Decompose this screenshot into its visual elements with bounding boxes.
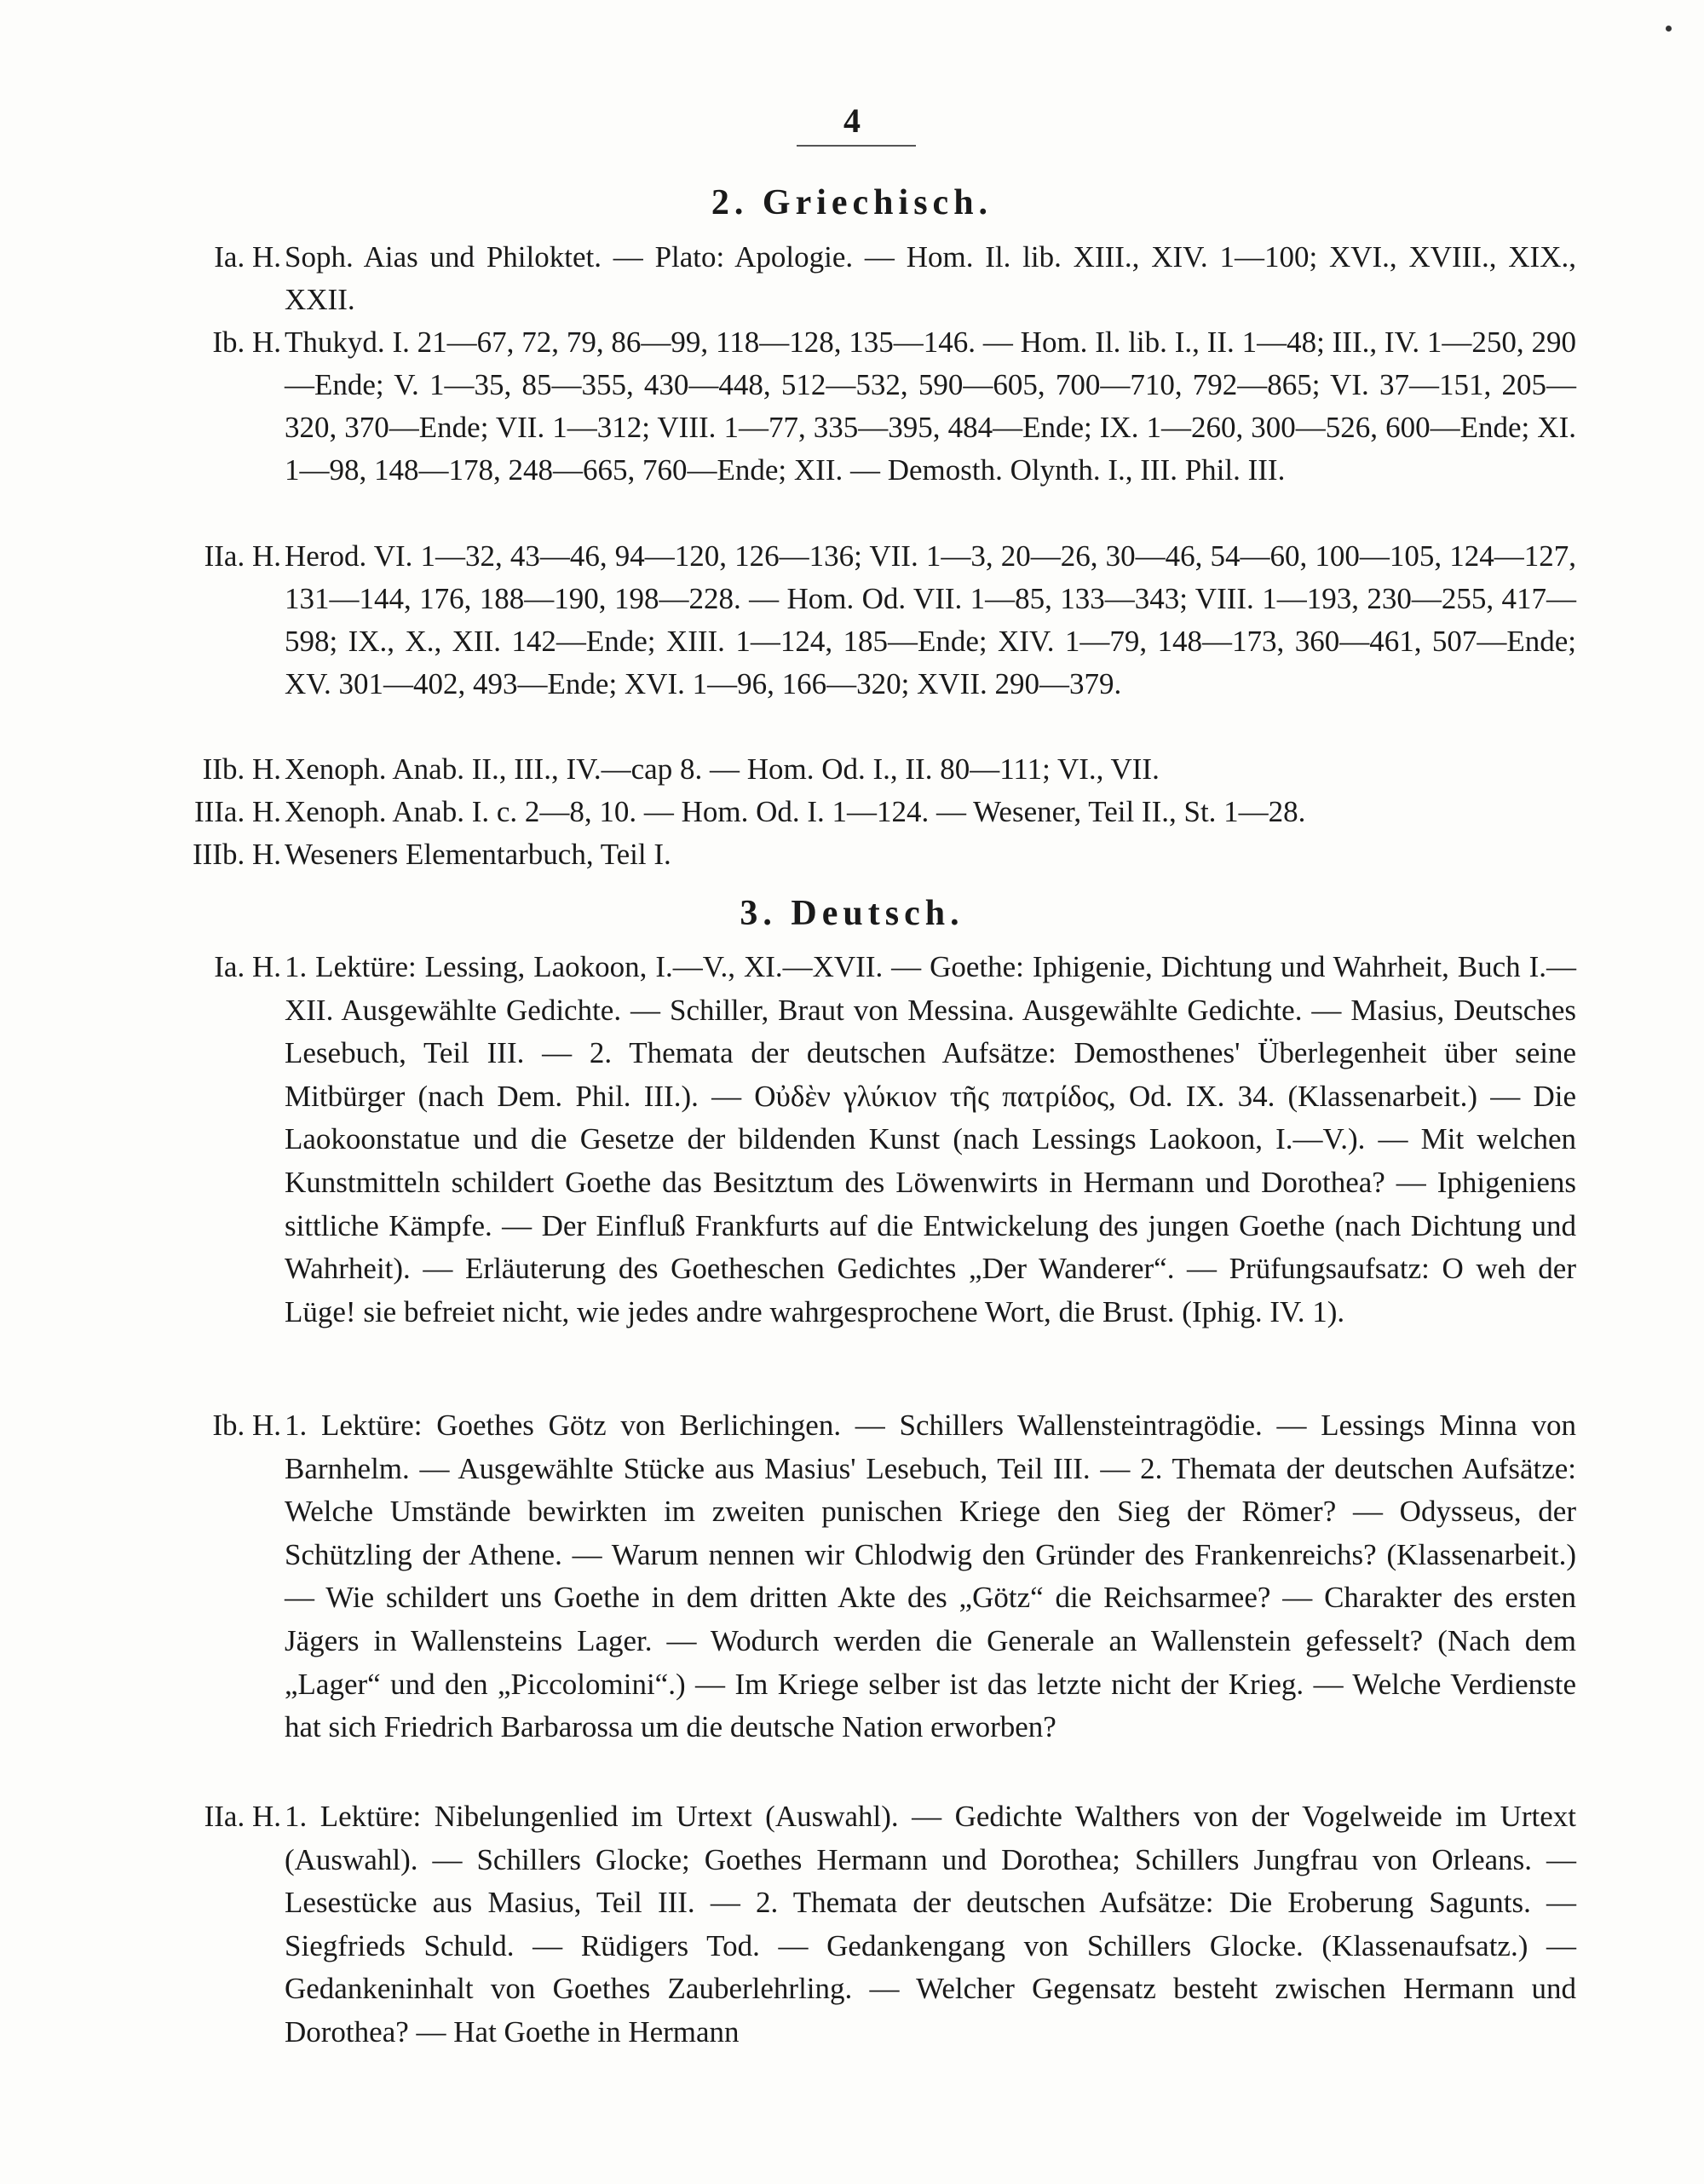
entry-label: IIa. H. <box>204 539 281 573</box>
entry-text: Soph. Aias und Philoktet. — Plato: Apologie. — Hom. Il. lib. XIII., XIV. 1—100; XVI., XVIII., XIX., XXII. <box>285 240 1576 316</box>
ink-dot <box>1666 26 1672 32</box>
entry-text: 1. Lektüre: Lessing, Laokoon, I.—V., XI.—XVII. — Goethe: Iphigenie, Dichtung und Wahrheit, Buch I.—XII. Ausgewählte Gedichte. — Schiller, Braut von Messina. Ausgewählte Gedichte. — Masius, Deutsches Lesebuch, Teil III. — 2. Themata der deutschen Aufsätze: Demosthenes' Überlegenheit über seine Mitbürger (nach Dem. Phil. III.). — Οὐδὲν γλύκιον τῆς πατρίδος, Od. IX. 34. (Klassenarbeit.) — Die Laokoonstatue und die Gesetze der bildenden Kunst (nach Lessings Laokoon, I.—V.). — Mit welchen Kunstmitteln schildert Goethe das Besitztum des Löwenwirts in Hermann und Dorothea? — Iphigeniens sittliche Kämpfe. — Der Einfluß Frankfurts auf die Entwickelung des jungen Goethe (nach Dichtung und Wahrheit). — Erläuterung des Goetheschen Gedichtes „Der Wanderer“. — Prüfungsaufsatz: O weh der Lüge! sie befreiet nicht, wie jedes andre wahrgesprochene Wort, die Brust. (Iphig. IV. 1). <box>285 950 1576 1328</box>
page-number: 4 <box>843 101 861 140</box>
entry-label: Ia. H. <box>214 240 281 274</box>
entry-text: 1. Lektüre: Goethes Götz von Berlichingen. — Schillers Wallensteintragödie. — Lessings Minna von Barnhelm. — Ausgewählte Stücke aus Masius' Lesebuch, Teil III. — 2. Themata der deutschen Aufsätze: Welche Umstände bewirkten im zweiten punischen Kriege den Sieg der Römer? — Odysseus, der Schützling der Athene. — Warum nennen wir Chlodwig den Gründer des Frankenreichs? (Klassenarbeit.) — Wie schildert uns Goethe in dem dritten Akte des „Götz“ die Reichsarmee? — Charakter des ersten Jägers in Wallensteins Lager. — Wodurch werden die Generale an Wallenstein gefesselt? (Nach dem „Lager“ und den „Piccolomini“.) — Im Kriege selber ist das letzte nicht der Krieg. — Welche Verdienste hat sich Friedrich Barbarossa um die deutsche Nation erworben? <box>285 1409 1576 1744</box>
entry-text: 1. Lektüre: Nibelungenlied im Urtext (Auswahl). — Gedichte Walthers von der Vogelweide im Urtext (Auswahl). — Schillers Glocke; Goethes Hermann und Dorothea; Schillers Jungfrau von Orleans. — Lesestücke aus Masius, Teil III. — 2. Themata der deutschen Aufsätze: Die Eroberung Sagunts. — Siegfrieds Schuld. — Rüdigers Tod. — Gedankengang von Schillers Glocke. (Klassenaufsatz.) — Gedankeninhalt von Goethes Zauberlehrling. — Welcher Gegensatz besteht zwischen Hermann und Dorothea? — Hat Goethe in Hermann <box>285 1800 1576 2049</box>
page-number-rule <box>797 145 916 147</box>
entry-label: IIa. H. <box>204 1800 281 1833</box>
entry-label: Ib. H. <box>212 326 281 359</box>
section-heading-griechisch: 2. Griechisch. <box>711 183 993 222</box>
entry-text: Xenoph. Anab. I. c. 2—8, 10. — Hom. Od. I. 1—124. — Wesener, Teil II., St. 1—28. <box>285 795 1306 828</box>
entry-label: Ia. H. <box>214 950 281 983</box>
entry-text: Thukyd. I. 21—67, 72, 79, 86—99, 118—128, 135—146. — Hom. Il. lib. I., II. 1—48; III., IV. 1—250, 290—Ende; V. 1—35, 85—355, 430—448, 512—532, 590—605, 700—710, 792—865; VI. 37—151, 205—320, 370—Ende; VII. 1—312; VIII. 1—77, 335—395, 484—Ende; IX. 1—260, 300—526, 600—Ende; XI. 1—98, 148—178, 248—665, 760—Ende; XII. — Demosth. Olynth. I., III. Phil. III. <box>285 326 1576 487</box>
entry-text: Xenoph. Anab. II., III., IV.—cap 8. — Hom. Od. I., II. 80—111; VI., VII. <box>285 752 1160 786</box>
entry-label: IIIb. H. <box>193 838 281 871</box>
entry-text: Weseners Elementarbuch, Teil I. <box>285 838 671 871</box>
entry-label: IIIa. H. <box>193 795 281 828</box>
section-heading-deutsch: 3. Deutsch. <box>740 894 964 933</box>
entry-label: Ib. H. <box>212 1409 281 1442</box>
entry-label: IIb. H. <box>202 752 281 786</box>
entry-text: Herod. VI. 1—32, 43—46, 94—120, 126—136; VII. 1—3, 20—26, 30—46, 54—60, 100—105, 124—127, 131—144, 176, 188—190, 198—228. — Hom. Od. VII. 1—85, 133—343; VIII. 1—193, 230—255, 417—598; IX., X., XII. 142—Ende; XIII. 1—124, 185—Ende; XIV. 1—79, 148—173, 360—461, 507—Ende; XV. 301—402, 493—Ende; XVI. 1—96, 166—320; XVII. 290—379. <box>285 539 1576 700</box>
